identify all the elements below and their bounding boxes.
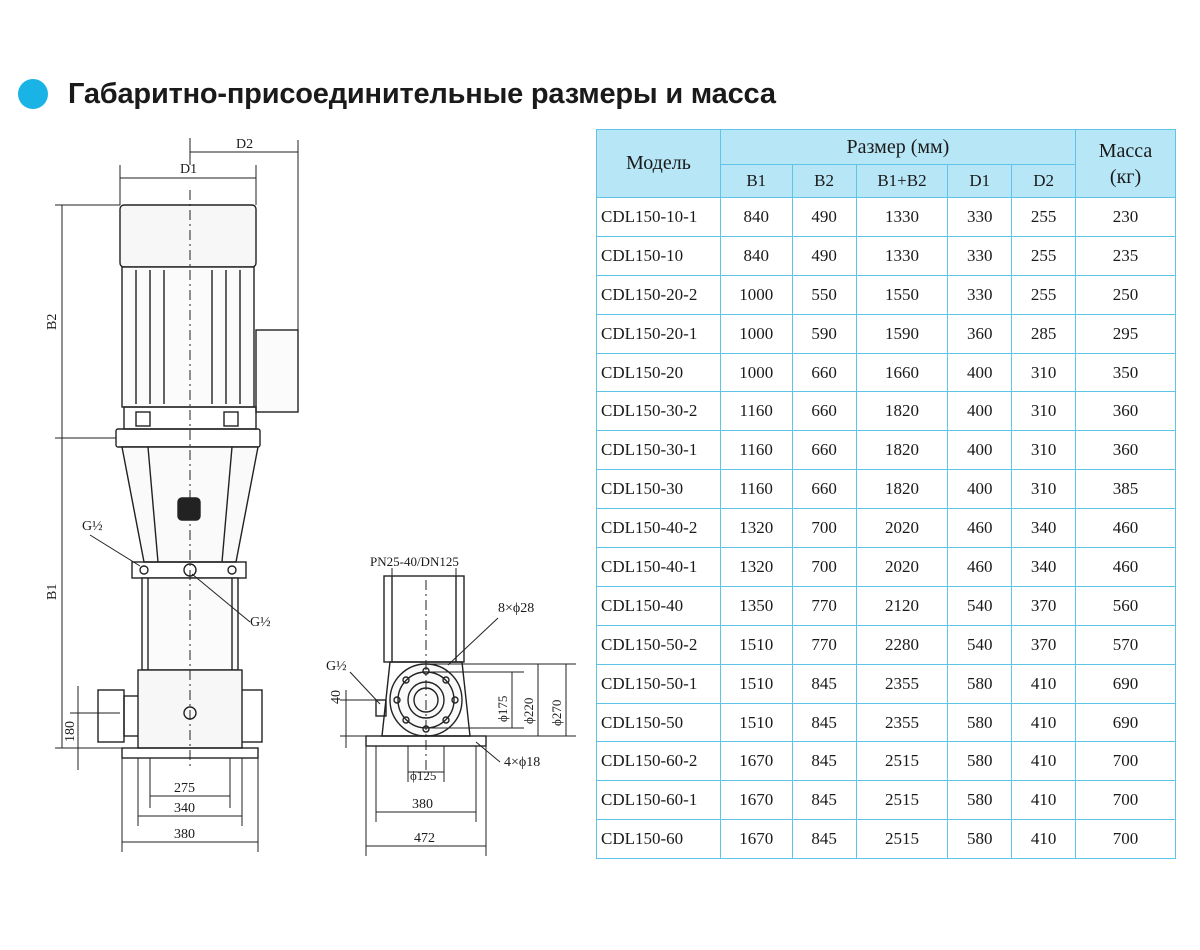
table-row — [597, 314, 1176, 353]
table-row — [597, 275, 1176, 314]
cell-b2: 845 — [792, 703, 856, 742]
header-b1: B1 — [720, 165, 792, 198]
table-row — [597, 470, 1176, 509]
dimensions-table — [596, 129, 1176, 859]
cell-mass: 360 — [1076, 431, 1176, 470]
dim-bolts: 8×ϕ28 — [498, 601, 535, 616]
cell-b2: 660 — [792, 353, 856, 392]
cell-d2: 410 — [1012, 703, 1076, 742]
cell-d2: 310 — [1012, 392, 1076, 431]
table-row — [597, 625, 1176, 664]
page-title: Габаритно-присоединительные размеры и масса — [68, 77, 776, 110]
cell-d1: 460 — [948, 509, 1012, 548]
cell-d2: 340 — [1012, 548, 1076, 587]
cell-mass: 350 — [1076, 353, 1176, 392]
cell-b1b2: 1550 — [856, 275, 948, 314]
dim-d175: ϕ175 — [495, 695, 510, 722]
cell-mass: 690 — [1076, 703, 1176, 742]
cell-d2: 310 — [1012, 431, 1076, 470]
cell-b1b2: 1590 — [856, 314, 948, 353]
cell-b1: 1670 — [720, 781, 792, 820]
table-row — [597, 820, 1176, 859]
cell-model: CDL150-50-2 — [597, 625, 721, 664]
header-mass — [1076, 130, 1176, 198]
dim-380-right: 380 — [412, 797, 433, 812]
title-bullet-icon — [18, 79, 48, 109]
header-mass-line2: (кг) — [1109, 165, 1142, 188]
dim-d2: D2 — [236, 137, 254, 152]
cell-d1: 400 — [948, 392, 1012, 431]
title-row — [18, 72, 776, 116]
cell-b1: 1510 — [720, 625, 792, 664]
cell-b1b2: 1820 — [856, 470, 948, 509]
cell-mass: 295 — [1076, 314, 1176, 353]
cell-d1: 580 — [948, 664, 1012, 703]
cell-model: CDL150-10 — [597, 236, 721, 275]
cell-d2: 285 — [1012, 314, 1076, 353]
dim-d125: ϕ125 — [410, 768, 437, 783]
dim-d270: ϕ270 — [549, 699, 564, 726]
cell-b1b2: 2280 — [856, 625, 948, 664]
cell-d1: 400 — [948, 431, 1012, 470]
cell-mass: 460 — [1076, 548, 1176, 587]
cell-mass: 560 — [1076, 586, 1176, 625]
cell-b2: 490 — [792, 236, 856, 275]
cell-mass: 700 — [1076, 781, 1176, 820]
pump-dimension-drawing — [40, 130, 580, 870]
cell-b1b2: 1820 — [856, 431, 948, 470]
cell-d2: 410 — [1012, 742, 1076, 781]
cell-b1b2: 1820 — [856, 392, 948, 431]
cell-d2: 255 — [1012, 198, 1076, 237]
cell-b1: 1320 — [720, 509, 792, 548]
cell-b1: 840 — [720, 198, 792, 237]
cell-mass: 360 — [1076, 392, 1176, 431]
cell-b1b2: 2020 — [856, 548, 948, 587]
dim-g-left: G½ — [82, 519, 103, 534]
cell-d1: 360 — [948, 314, 1012, 353]
cell-b2: 490 — [792, 198, 856, 237]
cell-model: CDL150-30-2 — [597, 392, 721, 431]
cell-b1: 1160 — [720, 431, 792, 470]
cell-model: CDL150-20-2 — [597, 275, 721, 314]
table-row — [597, 431, 1176, 470]
cell-b2: 845 — [792, 781, 856, 820]
cell-d1: 540 — [948, 625, 1012, 664]
cell-mass: 250 — [1076, 275, 1176, 314]
dim-b1: B1 — [45, 583, 60, 600]
cell-d1: 580 — [948, 820, 1012, 859]
header-b1b2: B1+B2 — [856, 165, 948, 198]
cell-d2: 340 — [1012, 509, 1076, 548]
header-mass-line1: Масса — [1098, 139, 1153, 162]
cell-b1: 1160 — [720, 392, 792, 431]
cell-b2: 590 — [792, 314, 856, 353]
cell-mass: 570 — [1076, 625, 1176, 664]
cell-d2: 370 — [1012, 625, 1076, 664]
cell-b1b2: 2020 — [856, 509, 948, 548]
table-row — [597, 781, 1176, 820]
cell-b1: 1670 — [720, 742, 792, 781]
cell-model: CDL150-60-1 — [597, 781, 721, 820]
dim-d1: D1 — [180, 162, 198, 177]
cell-d1: 580 — [948, 742, 1012, 781]
cell-b1: 1000 — [720, 353, 792, 392]
cell-b2: 845 — [792, 664, 856, 703]
cell-b1: 1320 — [720, 548, 792, 587]
cell-b1: 840 — [720, 236, 792, 275]
header-d1: D1 — [948, 165, 1012, 198]
cell-mass: 460 — [1076, 509, 1176, 548]
cell-d2: 410 — [1012, 820, 1076, 859]
cell-b2: 700 — [792, 509, 856, 548]
table-row — [597, 353, 1176, 392]
cell-mass: 235 — [1076, 236, 1176, 275]
table-row — [597, 509, 1176, 548]
header-b2: B2 — [792, 165, 856, 198]
cell-model: CDL150-50-1 — [597, 664, 721, 703]
cell-b2: 770 — [792, 625, 856, 664]
table-row — [597, 586, 1176, 625]
cell-mass: 700 — [1076, 742, 1176, 781]
cell-b1b2: 2120 — [856, 586, 948, 625]
dim-b2: B2 — [45, 313, 60, 330]
cell-model: CDL150-40-1 — [597, 548, 721, 587]
dim-40: 40 — [329, 690, 344, 704]
dim-flange: PN25-40/DN125 — [370, 554, 459, 569]
cell-model: CDL150-30-1 — [597, 431, 721, 470]
cell-d2: 255 — [1012, 275, 1076, 314]
cell-model: CDL150-40-2 — [597, 509, 721, 548]
cell-b1: 1000 — [720, 275, 792, 314]
cell-b2: 700 — [792, 548, 856, 587]
dim-380-left: 380 — [174, 827, 195, 842]
cell-d2: 410 — [1012, 664, 1076, 703]
table-row — [597, 198, 1176, 237]
cell-mass: 230 — [1076, 198, 1176, 237]
cell-d1: 460 — [948, 548, 1012, 587]
cell-b2: 660 — [792, 470, 856, 509]
cell-model: CDL150-20 — [597, 353, 721, 392]
cell-b1b2: 1330 — [856, 236, 948, 275]
cell-d2: 310 — [1012, 470, 1076, 509]
dim-holes: 4×ϕ18 — [504, 755, 541, 770]
table-body — [597, 198, 1176, 859]
cell-d2: 310 — [1012, 353, 1076, 392]
cell-d2: 255 — [1012, 236, 1076, 275]
cell-b2: 550 — [792, 275, 856, 314]
table-row — [597, 664, 1176, 703]
cell-b1: 1350 — [720, 586, 792, 625]
cell-b1: 1510 — [720, 664, 792, 703]
cell-model: CDL150-50 — [597, 703, 721, 742]
cell-b1b2: 1330 — [856, 198, 948, 237]
table-row — [597, 392, 1176, 431]
cell-mass: 690 — [1076, 664, 1176, 703]
cell-mass: 385 — [1076, 470, 1176, 509]
cell-d2: 370 — [1012, 586, 1076, 625]
cell-b2: 660 — [792, 431, 856, 470]
cell-b2: 660 — [792, 392, 856, 431]
cell-model: CDL150-60 — [597, 820, 721, 859]
dim-472: 472 — [414, 831, 435, 846]
cell-model: CDL150-40 — [597, 586, 721, 625]
dim-d220: ϕ220 — [521, 697, 536, 724]
cell-b1b2: 2515 — [856, 820, 948, 859]
cell-b1b2: 2515 — [856, 742, 948, 781]
dim-180: 180 — [63, 721, 78, 742]
dim-340: 340 — [174, 801, 195, 816]
header-size: Размер (мм) — [720, 130, 1075, 165]
cell-model: CDL150-30 — [597, 470, 721, 509]
table-row — [597, 742, 1176, 781]
header-d2: D2 — [1012, 165, 1076, 198]
cell-model: CDL150-20-1 — [597, 314, 721, 353]
cell-b2: 845 — [792, 742, 856, 781]
cell-d1: 330 — [948, 275, 1012, 314]
dim-275: 275 — [174, 781, 195, 796]
cell-b1b2: 1660 — [856, 353, 948, 392]
cell-d1: 330 — [948, 198, 1012, 237]
table-row — [597, 548, 1176, 587]
cell-b1b2: 2515 — [856, 781, 948, 820]
cell-d1: 330 — [948, 236, 1012, 275]
table-row — [597, 703, 1176, 742]
cell-d1: 540 — [948, 586, 1012, 625]
cell-d1: 400 — [948, 353, 1012, 392]
cell-b2: 770 — [792, 586, 856, 625]
dim-g-right: G½ — [326, 659, 347, 674]
cell-b1: 1000 — [720, 314, 792, 353]
header-model: Модель — [597, 130, 721, 198]
cell-d1: 580 — [948, 703, 1012, 742]
cell-b1: 1670 — [720, 820, 792, 859]
cell-b2: 845 — [792, 820, 856, 859]
table-row — [597, 236, 1176, 275]
cell-b1: 1510 — [720, 703, 792, 742]
cell-d1: 400 — [948, 470, 1012, 509]
dim-g-center: G½ — [250, 615, 271, 630]
cell-b1b2: 2355 — [856, 703, 948, 742]
cell-b1: 1160 — [720, 470, 792, 509]
cell-model: CDL150-60-2 — [597, 742, 721, 781]
cell-model: CDL150-10-1 — [597, 198, 721, 237]
cell-d2: 410 — [1012, 781, 1076, 820]
cell-d1: 580 — [948, 781, 1012, 820]
cell-mass: 700 — [1076, 820, 1176, 859]
cell-b1b2: 2355 — [856, 664, 948, 703]
